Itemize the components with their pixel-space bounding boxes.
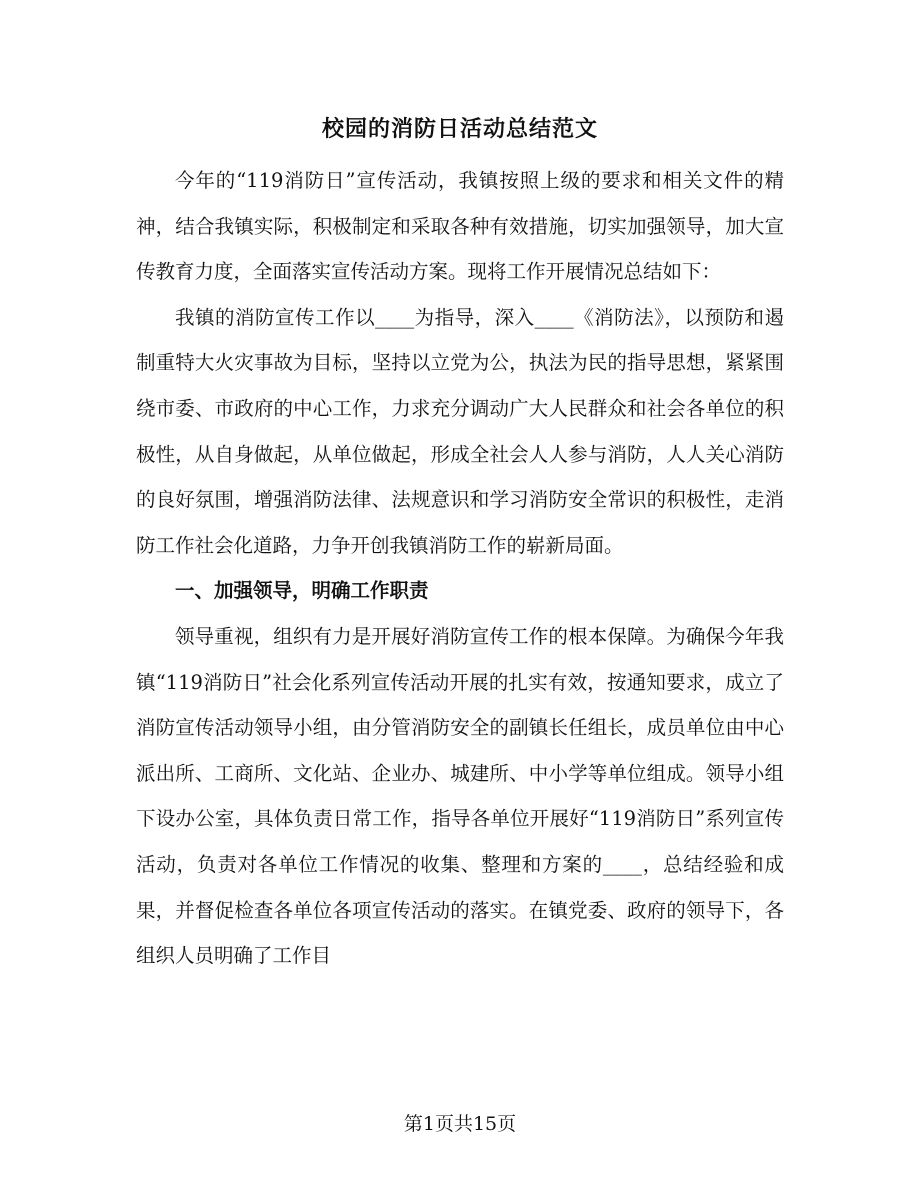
section-paragraph: 领导重视，组织有力是开展好消防宣传工作的根本保障。为确保今年我镇“119消防日”社会化系列宣传活动开展的扎实有效，按通知要求，成立了消防宣传活动领导小组，由分管消防安全的副镇长任组长，成员单位由中心派出所、工商所、文化站、企业办、城建所、中小学等单位组成。领导小组下设办公室，具体负责日常工作，指导各单位开展好“119消防日”系列宣传活动，负责对各单位工作情况的收集、整理和方案的____，总结经验和成果，并督促检查各单位各项宣传活动的落实。在镇党委、政府的领导下，各组织人员明确了工作目 xyxy=(136,624,784,968)
guideline-paragraph: 我镇的消防宣传工作以____为指导，深入____《消防法》，以预防和遏制重特大火灾事故为目标，坚持以立党为公，执法为民的指导思想，紧紧围绕市委、市政府的中心工作，力求充分调动广大人民群众和社会各单位的积极性，从自身做起，从单位做起，形成全社会人人参与消防，人人关心消防的良好氛围，增强消防法律、法规意识和学习消防安全常识的积极性，走消防工作社会化道路，力争开创我镇消防工作的崭新局面。 xyxy=(136,305,784,557)
document-title: 校园的消防日活动总结范文 xyxy=(321,116,598,142)
section-heading: 一、加强领导，明确工作职责 xyxy=(175,579,429,603)
document-body xyxy=(136,158,784,979)
page-number-footer: 第1页共15页 xyxy=(403,1113,517,1135)
intro-paragraph: 今年的“119消防日”宣传活动，我镇按照上级的要求和相关文件的精神，结合我镇实际，积极制定和采取各种有效措施，切实加强领导，加大宣传教育力度，全面落实宣传活动方案。现将工作开展情况总结如下： xyxy=(136,169,784,284)
